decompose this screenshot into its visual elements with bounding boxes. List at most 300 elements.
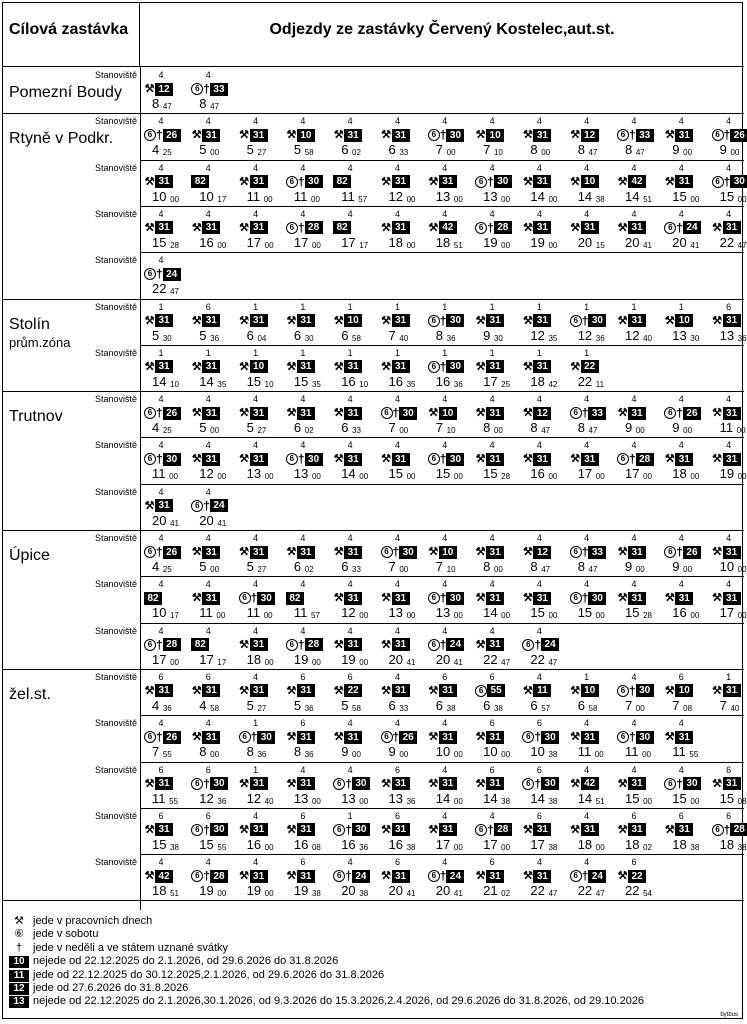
departure-marks — [333, 128, 362, 142]
departure-marks — [475, 823, 512, 837]
legend-badge: 10 — [9, 956, 29, 968]
departure-marks — [381, 314, 410, 328]
line-number-badge: 12 — [533, 407, 551, 420]
line-number-badge: 31 — [439, 731, 457, 744]
line-number-badge: 82 — [144, 592, 162, 605]
departure-time: 14 $_{10}$ — [152, 373, 179, 389]
departure-marks — [381, 730, 418, 744]
line-number-badge: 31 — [723, 314, 741, 327]
line-number-badge: 30 — [636, 731, 654, 744]
platform-number: 1 — [726, 671, 732, 682]
saturday-six-icon: 6 — [664, 407, 676, 419]
departure-time: 7 $_{00}$ — [388, 559, 409, 574]
departure-marks — [570, 221, 599, 235]
workday-hammers-icon: ⚒ — [522, 684, 533, 697]
departure-marks — [333, 591, 362, 605]
line-number-badge: 31 — [533, 360, 551, 373]
workday-hammers-icon: ⚒ — [475, 638, 486, 651]
departure-time: 5 $_{58}$ — [293, 142, 314, 158]
departure-time: 19 $_{00}$ — [530, 234, 558, 250]
line-number-badge: 42 — [155, 870, 173, 883]
departure-time: 6 $_{38}$ — [483, 697, 503, 713]
departure-marks — [570, 128, 599, 142]
workday-hammers-icon: ⚒ — [664, 823, 675, 836]
departure-time: 5 $_{27}$ — [246, 559, 267, 574]
line-number-badge: 28 — [494, 221, 512, 234]
sunday-cross-icon: † — [345, 869, 352, 884]
platform-number: 4 — [536, 208, 542, 219]
departure-time: 12 $_{40}$ — [246, 790, 274, 806]
workday-hammers-icon: ⚒ — [522, 592, 533, 605]
departure-marks — [475, 638, 504, 652]
line-number-badge: 31 — [344, 592, 362, 605]
platform-number: 4 — [442, 625, 448, 636]
departure-time: 15 $_{08}$ — [719, 790, 747, 806]
departure-time: 19 $_{38}$ — [293, 883, 321, 899]
platform-number: 6 — [678, 671, 684, 682]
line-number-badge: 30 — [210, 777, 228, 790]
departure-marks — [333, 638, 362, 652]
line-number-badge: 31 — [581, 731, 599, 744]
line-number-badge: 30 — [352, 823, 370, 836]
departure-time: 11 $_{55}$ — [152, 790, 179, 806]
saturday-six-icon: 6 — [428, 129, 440, 141]
platform-number: 1 — [442, 301, 448, 312]
departure-marks — [428, 360, 465, 374]
line-number-badge: 31 — [297, 407, 315, 420]
line-number-badge: 26 — [163, 407, 181, 420]
departure-time: 14 $_{00}$ — [435, 790, 463, 806]
platform-number: 4 — [300, 579, 306, 590]
departure-time: 17 $_{17}$ — [341, 234, 369, 250]
platform-number: 4 — [631, 394, 637, 405]
departure-marks — [144, 221, 173, 235]
sunday-cross-icon: † — [156, 406, 163, 421]
line-number-badge: 31 — [297, 360, 315, 373]
line-number-badge: 28 — [163, 638, 181, 651]
line-number-badge: 28 — [305, 221, 323, 234]
sunday-cross-icon: † — [439, 591, 447, 606]
departure-marks — [428, 406, 457, 420]
line-number-badge: 31 — [344, 731, 362, 744]
departure-marks — [144, 360, 173, 374]
line-number-badge: 31 — [392, 175, 410, 188]
sunday-cross-icon: † — [203, 822, 210, 837]
departure-marks — [144, 638, 181, 652]
platform-number: 1 — [584, 671, 590, 682]
line-number-badge: 22 — [581, 360, 599, 373]
legend-badge: 13 — [9, 996, 29, 1008]
departure-marks — [664, 128, 693, 142]
row-separator — [140, 345, 744, 346]
departure-time: 19 $_{00}$ — [246, 883, 274, 899]
line-number-badge: 30 — [399, 407, 417, 420]
workday-hammers-icon: ⚒ — [712, 453, 723, 466]
line-number-badge: 26 — [683, 407, 701, 420]
platform-number: 4 — [205, 625, 211, 636]
workday-hammers-icon: ⚒ — [239, 221, 250, 234]
departure-time: 20 $_{41}$ — [388, 883, 416, 899]
workday-hammers-icon: ⚒ — [286, 823, 297, 836]
workday-hammers-icon: ⚒ — [239, 684, 250, 697]
platform-number: 1 — [536, 301, 542, 312]
departure-marks — [144, 730, 181, 744]
workday-hammers-icon: ⚒ — [428, 731, 439, 744]
departure-time: 15 $_{00}$ — [577, 605, 605, 621]
line-number-badge: 33 — [210, 83, 228, 96]
line-number-badge: 30 — [352, 777, 370, 790]
line-number-badge: 31 — [628, 546, 646, 559]
platform-number: 4 — [205, 533, 211, 543]
platform-number: 4 — [158, 162, 164, 173]
departure-time: 15 $_{00}$ — [435, 466, 463, 482]
line-number-badge: 31 — [392, 870, 410, 883]
departure-time: 18 $_{00}$ — [672, 466, 700, 482]
departure-time: 18 $_{00}$ — [577, 836, 605, 852]
departure-time: 13 $_{00}$ — [293, 790, 321, 806]
departure-time: 6 $_{58}$ — [341, 327, 361, 343]
line-number-badge: 31 — [250, 129, 268, 142]
departure-time: 11 $_{00}$ — [246, 605, 273, 621]
platform-number: 4 — [158, 70, 164, 80]
departure-time: 13 $_{36}$ — [388, 790, 416, 806]
workday-hammers-icon: ⚒ — [286, 407, 297, 420]
platform-number: 4 — [631, 440, 637, 451]
departure-time: 12 $_{36}$ — [577, 327, 605, 343]
departure-marks — [617, 591, 646, 605]
saturday-six-icon: 6 — [144, 129, 156, 141]
sunday-cross-icon: † — [581, 869, 589, 884]
saturday-six-icon: 6 — [522, 639, 534, 651]
line-number-badge: 28 — [305, 638, 323, 651]
departure-marks — [239, 777, 268, 791]
stanoviste-label: Stanoviště — [94, 440, 137, 451]
platform-number: 4 — [205, 394, 211, 405]
line-number-badge: 30 — [494, 175, 512, 188]
workday-hammers-icon: ⚒ — [664, 592, 675, 605]
departure-time: 8 $_{47}$ — [577, 559, 598, 574]
saturday-six-icon: 6 — [286, 639, 298, 651]
sunday-cross-icon: † — [487, 822, 494, 837]
platform-number: 4 — [394, 579, 400, 590]
departure-time: 22 $_{47}$ — [530, 651, 558, 667]
departure-time: 22 $_{47}$ — [483, 651, 511, 667]
section-separator — [3, 391, 744, 392]
workday-hammers-icon: ⚒ — [570, 731, 581, 744]
destination-column-header: Cílová zastávka — [3, 3, 140, 66]
departure-marks — [712, 684, 741, 698]
workday-hammers-icon: ⚒ — [333, 592, 344, 605]
platform-number: 6 — [489, 764, 495, 775]
workday-hammers-icon: ⚒ — [191, 314, 202, 327]
departure-marks — [522, 545, 551, 559]
workday-hammers-icon: ⚒ — [712, 314, 723, 327]
departure-time: 6 $_{04}$ — [246, 327, 267, 343]
workday-hammers-icon: ⚒ — [286, 777, 297, 790]
departure-marks — [664, 452, 693, 466]
departure-time: 5 $_{27}$ — [246, 420, 267, 436]
platform-number: 4 — [631, 718, 637, 729]
row-separator — [140, 437, 744, 438]
departure-time: 6 $_{33}$ — [388, 142, 409, 158]
platform-number: 4 — [489, 810, 495, 821]
departure-marks — [333, 406, 362, 420]
departure-marks — [381, 869, 410, 883]
departure-time: 8 $_{47}$ — [152, 96, 172, 111]
departure-time: 20 $_{38}$ — [341, 883, 369, 899]
departure-time: 17 $_{00}$ — [152, 651, 179, 667]
departure-marks — [144, 128, 181, 142]
departure-marks — [522, 823, 551, 837]
platform-number: 6 — [726, 764, 732, 775]
departure-time: 17 $_{00}$ — [483, 836, 511, 852]
departure-marks — [144, 499, 173, 513]
platform-number: 4 — [678, 533, 684, 543]
sunday-cross-icon: † — [203, 498, 210, 513]
platform-number: 1 — [536, 347, 542, 358]
line-number-badge: 24 — [352, 870, 370, 883]
departure-time: 11 $_{57}$ — [293, 605, 320, 621]
saturday-six-icon: 6 — [475, 824, 487, 836]
workday-hammers-icon: ⚒ — [617, 870, 628, 883]
section-separator — [3, 530, 744, 531]
line-number-badge: 28 — [636, 453, 654, 466]
workday-hammers-icon: ⚒ — [333, 731, 344, 744]
line-number-badge: 31 — [202, 314, 220, 327]
platform-number: 4 — [300, 208, 306, 219]
departure-time: 14 $_{00}$ — [483, 605, 511, 621]
line-number-badge: 10 — [439, 546, 457, 559]
platform-number: 4 — [631, 208, 637, 219]
sunday-cross-icon: † — [676, 220, 683, 235]
workday-hammers-icon: ⚒ — [617, 221, 628, 234]
platform-number: 6 — [678, 810, 684, 821]
departure-time: 15 $_{10}$ — [246, 373, 274, 389]
platform-number: 6 — [205, 671, 211, 682]
departure-time: 13 $_{00}$ — [341, 790, 369, 806]
platform-number: 1 — [394, 347, 400, 358]
departure-marks — [239, 314, 268, 328]
departure-time: 13 $_{00}$ — [293, 466, 321, 482]
line-number-badge: 31 — [392, 314, 410, 327]
departure-time: 21 $_{02}$ — [483, 883, 511, 899]
workday-hammers-icon: ⚒ — [522, 221, 533, 234]
departure-marks — [664, 777, 701, 791]
line-number-badge: 30 — [257, 592, 275, 605]
workday-hammers-icon: ⚒ — [144, 777, 155, 790]
departure-time: 12 $_{35}$ — [530, 327, 558, 343]
platform-number: 1 — [678, 301, 684, 312]
departure-time: 8 $_{36}$ — [246, 744, 267, 760]
platform-number: 6 — [300, 718, 306, 729]
departure-time: 9 $_{00}$ — [719, 142, 740, 158]
platform-number: 4 — [726, 440, 732, 451]
workday-hammers-icon: ⚒ — [239, 175, 250, 188]
platform-number: 6 — [442, 671, 448, 682]
stanoviste-label: Stanoviště — [94, 394, 137, 405]
departure-marks — [428, 175, 457, 189]
line-number-badge: 28 — [730, 823, 747, 836]
departure-time: 12 $_{00}$ — [341, 605, 369, 621]
line-number-badge: 30 — [305, 175, 323, 188]
line-number-badge: 31 — [675, 453, 693, 466]
departure-marks — [144, 869, 173, 883]
line-number-badge: 31 — [297, 870, 315, 883]
destination-name: Stolín prům.zóna — [9, 315, 71, 350]
departure-marks — [286, 545, 315, 559]
platform-number: 4 — [394, 671, 400, 682]
platform-number: 1 — [253, 301, 259, 312]
platform-number: 4 — [300, 533, 306, 543]
departure-time: 16 $_{38}$ — [388, 836, 416, 852]
platform-number: 4 — [584, 533, 590, 543]
section-separator — [3, 669, 744, 670]
departure-time: 18 $_{38}$ — [672, 836, 700, 852]
workday-hammers-icon: ⚒ — [286, 129, 297, 142]
sunday-cross-icon: † — [439, 313, 447, 328]
departure-marks — [522, 360, 551, 374]
departure-marks — [333, 869, 370, 883]
departure-marks — [286, 777, 315, 791]
sunday-cross-icon: † — [534, 776, 542, 791]
departure-time: 6 $_{33}$ — [341, 559, 361, 574]
legend-symbol-icon: ⚒ — [14, 915, 24, 927]
departure-time: 15 $_{00}$ — [719, 188, 747, 204]
line-number-badge: 30 — [163, 453, 181, 466]
legend-item — [5, 969, 384, 982]
line-number-badge: 31 — [675, 175, 693, 188]
sunday-cross-icon: † — [156, 128, 163, 143]
platform-number: 4 — [489, 394, 495, 405]
departure-marks — [333, 823, 370, 837]
platform-number: 1 — [347, 301, 353, 312]
workday-hammers-icon: ⚒ — [144, 360, 155, 373]
departure-marks — [712, 545, 741, 559]
departure-marks — [428, 638, 465, 652]
platform-number: 4 — [584, 394, 590, 405]
line-number-badge: 31 — [392, 823, 410, 836]
departure-time: 8 $_{00}$ — [483, 420, 503, 436]
line-number-badge: 31 — [392, 777, 410, 790]
departure-marks — [286, 684, 315, 698]
platform-number: 4 — [726, 116, 732, 127]
workday-hammers-icon: ⚒ — [570, 129, 581, 142]
departure-time: 15 $_{00}$ — [672, 188, 700, 204]
departure-time: 4 $_{25}$ — [152, 142, 172, 158]
departure-time: 15 $_{28}$ — [483, 466, 511, 482]
departure-marks — [191, 730, 220, 744]
line-number-badge: 31 — [533, 221, 551, 234]
departure-time: 7 $_{55}$ — [152, 744, 172, 760]
departure-marks — [522, 684, 551, 698]
line-number-badge: 31 — [486, 731, 504, 744]
workday-hammers-icon: ⚒ — [144, 83, 155, 95]
destination-name: Rtyně v Podkr. — [9, 130, 114, 148]
line-number-badge: 31 — [250, 684, 268, 697]
workday-hammers-icon: ⚒ — [239, 638, 250, 651]
platform-number: 1 — [158, 301, 164, 312]
line-number-badge: 82 — [191, 175, 209, 188]
workday-hammers-icon: ⚒ — [239, 314, 250, 327]
departure-marks — [381, 221, 410, 235]
line-number-badge: 24 — [541, 638, 559, 651]
row-separator — [140, 160, 744, 161]
line-number-badge: 31 — [675, 592, 693, 605]
departure-marks — [475, 175, 512, 189]
departure-marks — [475, 869, 504, 883]
departure-marks — [475, 360, 504, 374]
platform-number: 1 — [300, 347, 306, 358]
line-number-badge: 31 — [486, 360, 504, 373]
platform-number: 4 — [347, 208, 353, 219]
departure-marks — [286, 869, 315, 883]
workday-hammers-icon: ⚒ — [333, 453, 344, 466]
departure-marks — [664, 221, 701, 235]
departure-marks — [333, 314, 362, 328]
line-number-badge: 31 — [723, 221, 741, 234]
saturday-six-icon: 6 — [286, 222, 298, 234]
workday-hammers-icon: ⚒ — [617, 546, 628, 558]
section-separator — [3, 113, 744, 114]
workday-hammers-icon: ⚒ — [522, 870, 533, 883]
sunday-cross-icon: † — [534, 637, 542, 652]
line-number-badge: 31 — [486, 592, 504, 605]
line-number-badge: 31 — [486, 638, 504, 651]
line-number-badge: 30 — [588, 592, 606, 605]
saturday-six-icon: 6 — [428, 453, 440, 465]
workday-hammers-icon: ⚒ — [144, 870, 155, 883]
departure-marks — [570, 777, 599, 791]
platform-number: 4 — [678, 764, 684, 775]
line-number-badge: 31 — [392, 453, 410, 466]
saturday-six-icon: 6 — [144, 268, 156, 280]
line-number-badge: 33 — [588, 407, 606, 420]
platform-number: 4 — [442, 810, 448, 821]
departure-time: 19 $_{00}$ — [293, 651, 321, 667]
sunday-cross-icon: † — [297, 637, 305, 652]
platform-number: 4 — [253, 810, 259, 821]
legend-text: jede od 22.12.2025 do 30.12.2025,2.1.2026, od 29.6.2026 do 31.8.2026 — [33, 968, 385, 981]
legend-text: jede od 27.6.2026 do 31.8.2026 — [33, 982, 189, 994]
workday-hammers-icon: ⚒ — [475, 314, 486, 327]
line-number-badge: 31 — [250, 175, 268, 188]
departure-time: 18 $_{00}$ — [246, 651, 274, 667]
departure-marks — [144, 82, 173, 96]
legend-symbol-icon: † — [15, 941, 23, 954]
line-number-badge: 12 — [155, 83, 173, 96]
workday-hammers-icon: ⚒ — [617, 407, 628, 420]
departure-time: 14 $_{38}$ — [483, 790, 511, 806]
workday-hammers-icon: ⚒ — [286, 546, 297, 558]
departure-marks — [333, 777, 370, 791]
saturday-six-icon: 6 — [333, 778, 345, 790]
departure-time: 20 $_{41}$ — [435, 883, 463, 899]
saturday-six-icon: 6 — [239, 592, 251, 604]
platform-number: 4 — [158, 486, 164, 497]
platform-number: 1 — [631, 301, 637, 312]
platform-number: 4 — [584, 718, 590, 729]
line-number-badge: 31 — [155, 499, 173, 512]
platform-number: 4 — [631, 671, 637, 682]
line-number-badge: 24 — [163, 268, 181, 281]
departure-marks — [522, 314, 551, 328]
departure-marks — [570, 360, 599, 374]
platform-number: 4 — [678, 208, 684, 219]
departure-time: 8 $_{47}$ — [530, 559, 551, 574]
departure-marks — [617, 406, 646, 420]
platform-number: 4 — [394, 162, 400, 173]
departure-time: 11 $_{55}$ — [672, 744, 699, 760]
